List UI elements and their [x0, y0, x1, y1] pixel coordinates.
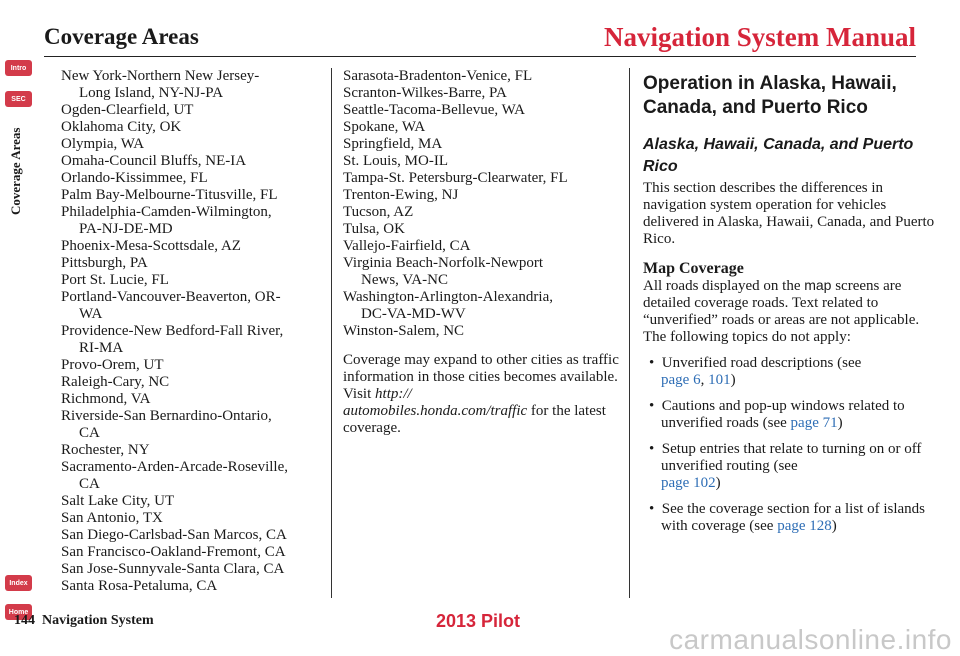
- city-list-column-2-wrap: [343, 68, 623, 437]
- bullet-item: • Unverified road descriptions (see page 6, 101): [649, 355, 862, 388]
- city-list-column-1: [61, 68, 325, 595]
- city-list-item: [343, 68, 623, 85]
- city-list-item: [343, 187, 623, 204]
- city-name: Rochester, NY: [61, 442, 150, 458]
- bullet-item: • See the coverage section for a list of islands with coverage (see page 128): [649, 501, 926, 534]
- bullet-text: Cautions and pop-up windows related to unverified roads (see: [661, 398, 905, 431]
- city-name-continued: PA-NJ-DE-MD: [79, 221, 173, 237]
- intro-tab[interactable]: Intro: [5, 60, 32, 76]
- intro-paragraph: This section describes the differences in navigation system operation for vehicles delivered in Alaska, Hawaii, Canada, and Puerto Rico.: [643, 180, 935, 247]
- city-name: San Antonio, TX: [61, 510, 163, 526]
- page-link[interactable]: page 6: [661, 372, 701, 388]
- city-name: Tulsa, OK: [343, 221, 405, 237]
- city-list-item: [61, 255, 325, 272]
- page-link[interactable]: page 102: [661, 475, 716, 491]
- city-name: Providence-New Bedford-Fall River,: [61, 323, 284, 339]
- city-name: Ogden-Clearfield, UT: [61, 102, 194, 118]
- city-list-item: [61, 493, 325, 510]
- city-name: Virginia Beach-Norfolk-Newport: [343, 255, 544, 271]
- bullet-end: ): [831, 518, 837, 534]
- city-list-item: [343, 238, 623, 255]
- city-name: Omaha-Council Bluffs, NE-IA: [61, 153, 247, 169]
- city-list-item: [343, 85, 623, 102]
- city-list-item: [61, 374, 325, 391]
- footer-section: Navigation System: [42, 613, 154, 628]
- city-list-item: [61, 357, 325, 374]
- city-list-item: [343, 255, 623, 289]
- footer-page: [14, 613, 154, 629]
- city-name: Olympia, WA: [61, 136, 145, 152]
- city-list-item: [61, 136, 325, 153]
- city-list-item: [61, 561, 325, 578]
- city-list-item: [61, 187, 325, 204]
- city-list-item: [61, 391, 325, 408]
- city-name: Vallejo-Fairfield, CA: [343, 238, 471, 254]
- city-list-item: [61, 510, 325, 527]
- city-list-item: [343, 204, 623, 221]
- city-list-item: [61, 527, 325, 544]
- city-name: Phoenix-Mesa-Scottsdale, AZ: [61, 238, 241, 254]
- city-name: San Diego-Carlsbad-San Marcos, CA: [61, 527, 287, 543]
- city-list-item: [61, 119, 325, 136]
- bullet-sep: ,: [700, 372, 709, 388]
- city-name: Salt Lake City, UT: [61, 493, 175, 509]
- city-name-continued: CA: [79, 476, 100, 492]
- city-name: Winston-Salem, NC: [343, 323, 465, 339]
- page-link[interactable]: page 128: [777, 518, 832, 534]
- city-name: Port St. Lucie, FL: [61, 272, 169, 288]
- coverage-note-end: for the latest coverage.: [343, 403, 606, 436]
- city-list-item: [343, 153, 623, 170]
- city-list-column-2: [343, 68, 623, 340]
- bullet-end: ): [715, 475, 721, 491]
- operation-column: [643, 68, 943, 535]
- city-list-item: [343, 221, 623, 238]
- city-list-item: [343, 102, 623, 119]
- traffic-url-link[interactable]: http:// automobiles.honda.com/traffic: [343, 386, 528, 419]
- page-number: 144: [14, 613, 35, 628]
- manual-title: Navigation System Manual: [603, 22, 916, 52]
- city-list-item: [61, 102, 325, 119]
- city-list-item: [61, 442, 325, 459]
- city-list-item: [343, 289, 623, 323]
- bullet-end: ): [730, 372, 736, 388]
- city-name: Trenton-Ewing, NJ: [343, 187, 459, 203]
- index-tab[interactable]: Index: [5, 575, 32, 591]
- city-list-item: [61, 544, 325, 561]
- bullet-end: ): [837, 415, 843, 431]
- city-name: San Francisco-Oakland-Fremont, CA: [61, 544, 286, 560]
- city-list-item: [61, 408, 325, 442]
- city-name-continued: Long Island, NY-NJ-PA: [79, 85, 224, 101]
- city-name: New York-Northern New Jersey-: [61, 68, 260, 84]
- city-name-continued: CA: [79, 425, 100, 441]
- city-list-item: [61, 578, 325, 595]
- city-list-item: [343, 323, 623, 340]
- map-coverage-paragraph: [643, 277, 943, 346]
- watermark: carmanualsonline.info: [669, 624, 952, 655]
- coverage-note: [343, 352, 623, 437]
- city-name: Scranton-Wilkes-Barre, PA: [343, 85, 507, 101]
- city-name: Spokane, WA: [343, 119, 426, 135]
- city-name: Orlando-Kissimmee, FL: [61, 170, 208, 186]
- map-word: map: [804, 277, 832, 293]
- page-link[interactable]: page 71: [790, 415, 838, 431]
- city-name: Sacramento-Arden-Arcade-Roseville,: [61, 459, 288, 475]
- sec-tab[interactable]: SEC: [5, 91, 32, 107]
- city-name: Oklahoma City, OK: [61, 119, 182, 135]
- city-list-item: [343, 170, 623, 187]
- city-list-item: [61, 170, 325, 187]
- city-name-continued: DC-VA-MD-WV: [361, 306, 466, 322]
- city-list-item: [343, 136, 623, 153]
- city-list-item: [61, 272, 325, 289]
- side-section-label: Coverage Areas: [8, 127, 23, 215]
- city-name-continued: RI-MA: [79, 340, 124, 356]
- city-name: Palm Bay-Melbourne-Titusville, FL: [61, 187, 278, 203]
- city-name: St. Louis, MO-IL: [343, 153, 448, 169]
- city-name: Pittsburgh, PA: [61, 255, 148, 271]
- city-name: Sarasota-Bradenton-Venice, FL: [343, 68, 533, 84]
- bullet-item: • Setup entries that relate to turning on or off unverified routing (see page 102): [649, 441, 922, 491]
- city-list-item: [61, 238, 325, 255]
- bullet-text: Setup entries that relate to turning on or off unverified routing (see: [661, 441, 922, 474]
- city-name: Santa Rosa-Petaluma, CA: [61, 578, 218, 594]
- page-link[interactable]: 101: [708, 372, 731, 388]
- city-name: San Jose-Sunnyvale-Santa Clara, CA: [61, 561, 285, 577]
- city-name: Raleigh-Cary, NC: [61, 374, 170, 390]
- city-list-item: [343, 119, 623, 136]
- map-text-before: All roads displayed on the: [643, 278, 805, 294]
- column-divider: [331, 68, 332, 598]
- city-list-item: [61, 153, 325, 170]
- city-name: Tucson, AZ: [343, 204, 414, 220]
- city-name: Tampa-St. Petersburg-Clearwater, FL: [343, 170, 568, 186]
- city-name-continued: News, VA-NC: [361, 272, 448, 288]
- home-tab[interactable]: Home: [5, 604, 32, 620]
- city-list-item: [61, 68, 325, 102]
- city-name: Portland-Vancouver-Beaverton, OR-: [61, 289, 281, 305]
- column-divider-2: [629, 68, 630, 598]
- bullet-text: Unverified road descriptions (see: [661, 355, 862, 371]
- map-coverage-heading: Map Coverage: [643, 260, 744, 277]
- city-list-item: [61, 204, 325, 238]
- coverage-note-text: Coverage may expand to other cities as traffic information in those cities becomes available. Visit: [343, 352, 619, 402]
- city-name: Provo-Orem, UT: [61, 357, 164, 373]
- city-name-continued: WA: [79, 306, 103, 322]
- bullet-text: See the coverage section for a list of islands with coverage (see: [661, 501, 926, 534]
- city-list-item: [61, 459, 325, 493]
- model-label: 2013 Pilot: [436, 611, 521, 631]
- section-subheading: Alaska, Hawaii, Canada, and Puerto Rico: [643, 136, 914, 175]
- city-name: Washington-Arlington-Alexandria,: [343, 289, 553, 305]
- map-text-after: screens are detailed coverage roads. Text related to “unverified” roads or areas are not applicable. The following topics do not apply:: [643, 278, 920, 345]
- section-heading: Operation in Alaska, Hawaii, Canada, and Puerto Rico: [643, 73, 897, 118]
- page-title: Coverage Areas: [44, 24, 199, 49]
- city-list-item: [61, 323, 325, 357]
- city-name: Philadelphia-Camden-Wilmington,: [61, 204, 272, 220]
- city-list-item: [61, 289, 325, 323]
- bullet-item: • Cautions and pop-up windows related to unverified roads (see page 71): [649, 398, 905, 431]
- city-name: Richmond, VA: [61, 391, 151, 407]
- city-name: Seattle-Tacoma-Bellevue, WA: [343, 102, 525, 118]
- city-name: Springfield, MA: [343, 136, 443, 152]
- city-name: Riverside-San Bernardino-Ontario,: [61, 408, 272, 424]
- header-divider: [44, 56, 916, 57]
